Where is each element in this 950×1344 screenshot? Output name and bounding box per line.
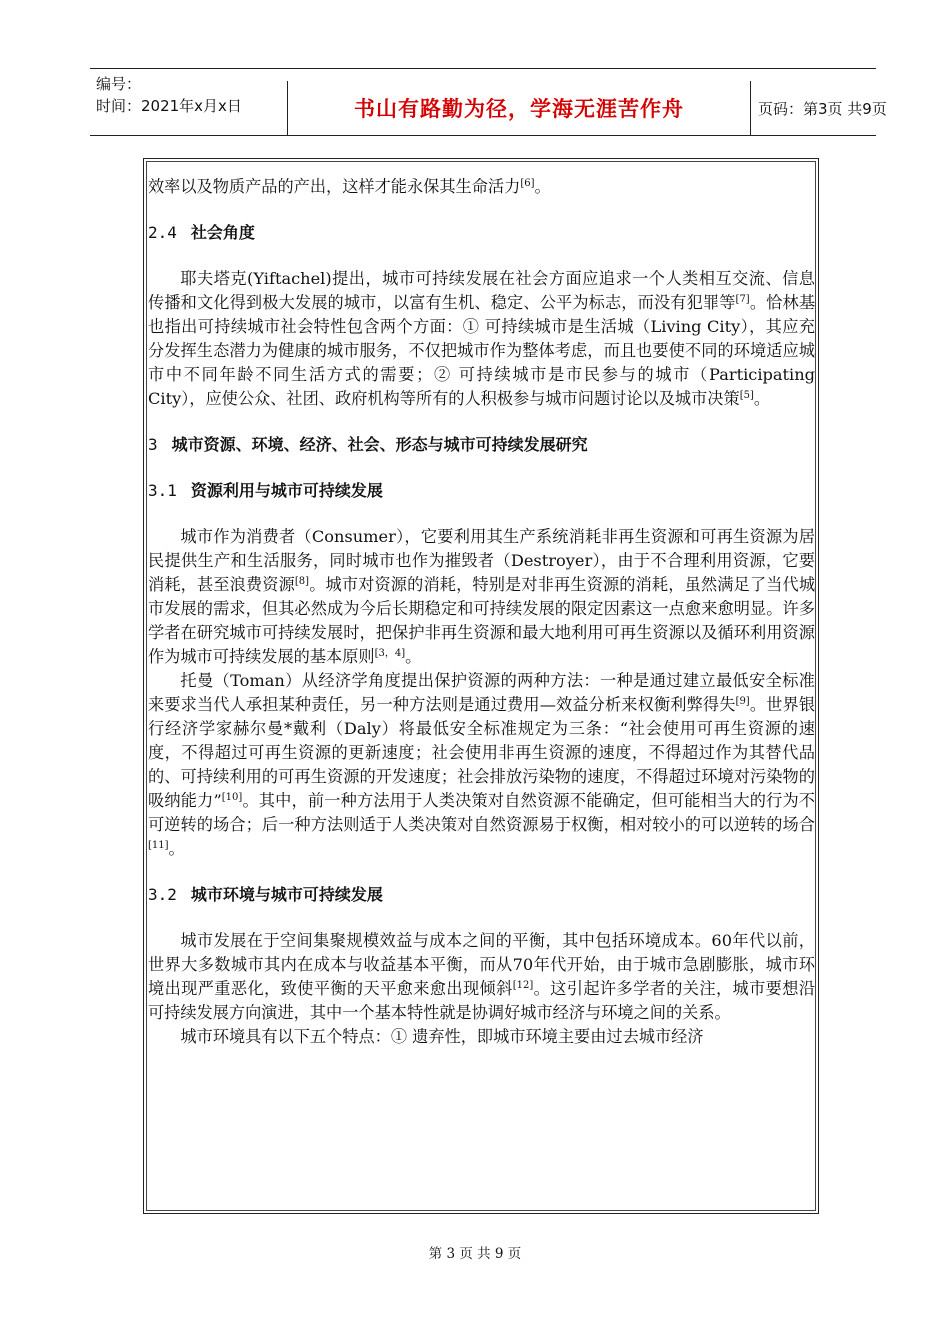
section-number: 3.1 bbox=[148, 481, 177, 500]
section-heading-3-2 bbox=[148, 883, 815, 907]
content-frame bbox=[143, 158, 819, 1214]
section-heading-3-1 bbox=[148, 479, 815, 503]
section-title: 城市资源、环境、经济、社会、形态与城市可持续发展研究 bbox=[171, 435, 588, 454]
header-page-number: 页码：第3页 共9页 bbox=[758, 99, 887, 118]
serial-number-label: 编号： bbox=[96, 75, 142, 93]
document-body bbox=[148, 175, 815, 1049]
header-divider bbox=[750, 81, 751, 135]
paragraph: 耶夫塔克(Yiftachel)提出，城市可持续发展在社会方面应追求一个人类相互交流、信息传播和文化得到极大发展的城市，以富有生机、稳定、公平为标志，而没有犯罪等[7]。恰林基也指出可持续城市社会特性包含两个方面：① 可持续城市是生活城（Living City），其应充分发挥生态潜力为健康的城市服务，不仅把城市作为整体考虑，而且也要使不同的环境适应城市中不同年龄不同生活方式的需要；② 可持续城市是市民参与的城市（Participating City），应使公众、社团、政府机构等所有的人积极参与城市问题讨论以及城市决策[5]。 bbox=[148, 269, 816, 408]
citation: [8] bbox=[294, 576, 310, 587]
section-heading-2-4 bbox=[148, 221, 815, 245]
paragraph: 城市发展在于空间集聚规模效益与成本之间的平衡，其中包括环境成本。60年代以前，世界大多数城市其内在成本与收益基本平衡，而从70年代开始，由于城市急剧膨胀，城市环境出现严重恶化，致使平衡的天平愈来愈出现倾斜[12]。这引起许多学者的关注，城市要想沿可持续发展方向演进，其中一个基本特性就是协调好城市经济与环境之间的关系。 bbox=[148, 931, 816, 1022]
page-header bbox=[90, 68, 887, 136]
section-heading-3 bbox=[148, 433, 815, 457]
paragraph: 托曼（Toman）从经济学角度提出保护资源的两种方法：一种是通过建立最低安全标准来要求当代人承担某种责任，另一种方法则是通过费用—效益分析来权衡利弊得失[9]。世界银行经济学家赫尔曼*戴利（Daly）将最低安全标准规定为三条：“社会使用可再生资源的速度，不得超过可再生资源的更新速度；社会使用非再生资源的速度，不得超过作为其替代品的、可持续利用的可再生资源的开发速度；社会排放污染物的速度，不得超过环境对污染物的吸纳能力”[10]。其中，前一种方法用于人类决策对自然资源不能确定，但可能相当大的行为不可逆转的场合；后一种方法则适于人类决策对自然资源易于权衡，相对较小的可以逆转的场合[11]。 bbox=[148, 671, 816, 858]
page-footer: 第 3 页 共 9 页 bbox=[428, 1246, 522, 1262]
citation: [6] bbox=[520, 178, 535, 189]
citation: [11] bbox=[148, 840, 169, 851]
citation: [12] bbox=[512, 980, 534, 991]
citation: [9] bbox=[735, 696, 750, 707]
paragraph: 效率以及物质产品的产出，这样才能永保其生命活力[6]。 bbox=[148, 177, 551, 196]
citation: [3，4] bbox=[374, 648, 406, 659]
section-title: 城市环境与城市可持续发展 bbox=[190, 885, 383, 904]
citation: [5] bbox=[739, 390, 754, 401]
paragraph: 城市作为消费者（Consumer），它要利用其生产系统消耗非再生资源和可再生资源为居民提供生产和生活服务，同时城市也作为摧毁者（Destroyer），由于不合理利用资源，它要消耗，甚至浪费资源[8]。城市对资源的消耗，特别是对非再生资源的消耗，虽然满足了当代城市发展的需求，但其必然成为今后长期稳定和可持续发展的限定因素这一点愈来愈明显。许多学者在研究城市可持续发展时，把保护非再生资源和最大地利用可再生资源以及循环利用资源作为城市可持续发展的基本原则[3，4]。 bbox=[148, 527, 816, 666]
header-motto: 书山有路勤为径，学海无涯苦作舟 bbox=[354, 97, 684, 121]
citation: [7] bbox=[735, 294, 750, 305]
time-label: 时间：2021年x月x日 bbox=[96, 97, 242, 115]
paragraph: 城市环境具有以下五个特点：① 遗弃性，即城市环境主要由过去城市经济 bbox=[180, 1027, 704, 1046]
section-number: 3.2 bbox=[148, 885, 177, 904]
section-title: 社会角度 bbox=[190, 223, 255, 242]
citation: [10] bbox=[221, 792, 243, 803]
section-number: 3 bbox=[148, 435, 158, 454]
section-number: 2.4 bbox=[148, 223, 177, 242]
section-title: 资源利用与城市可持续发展 bbox=[190, 481, 383, 500]
header-meta bbox=[96, 73, 286, 117]
